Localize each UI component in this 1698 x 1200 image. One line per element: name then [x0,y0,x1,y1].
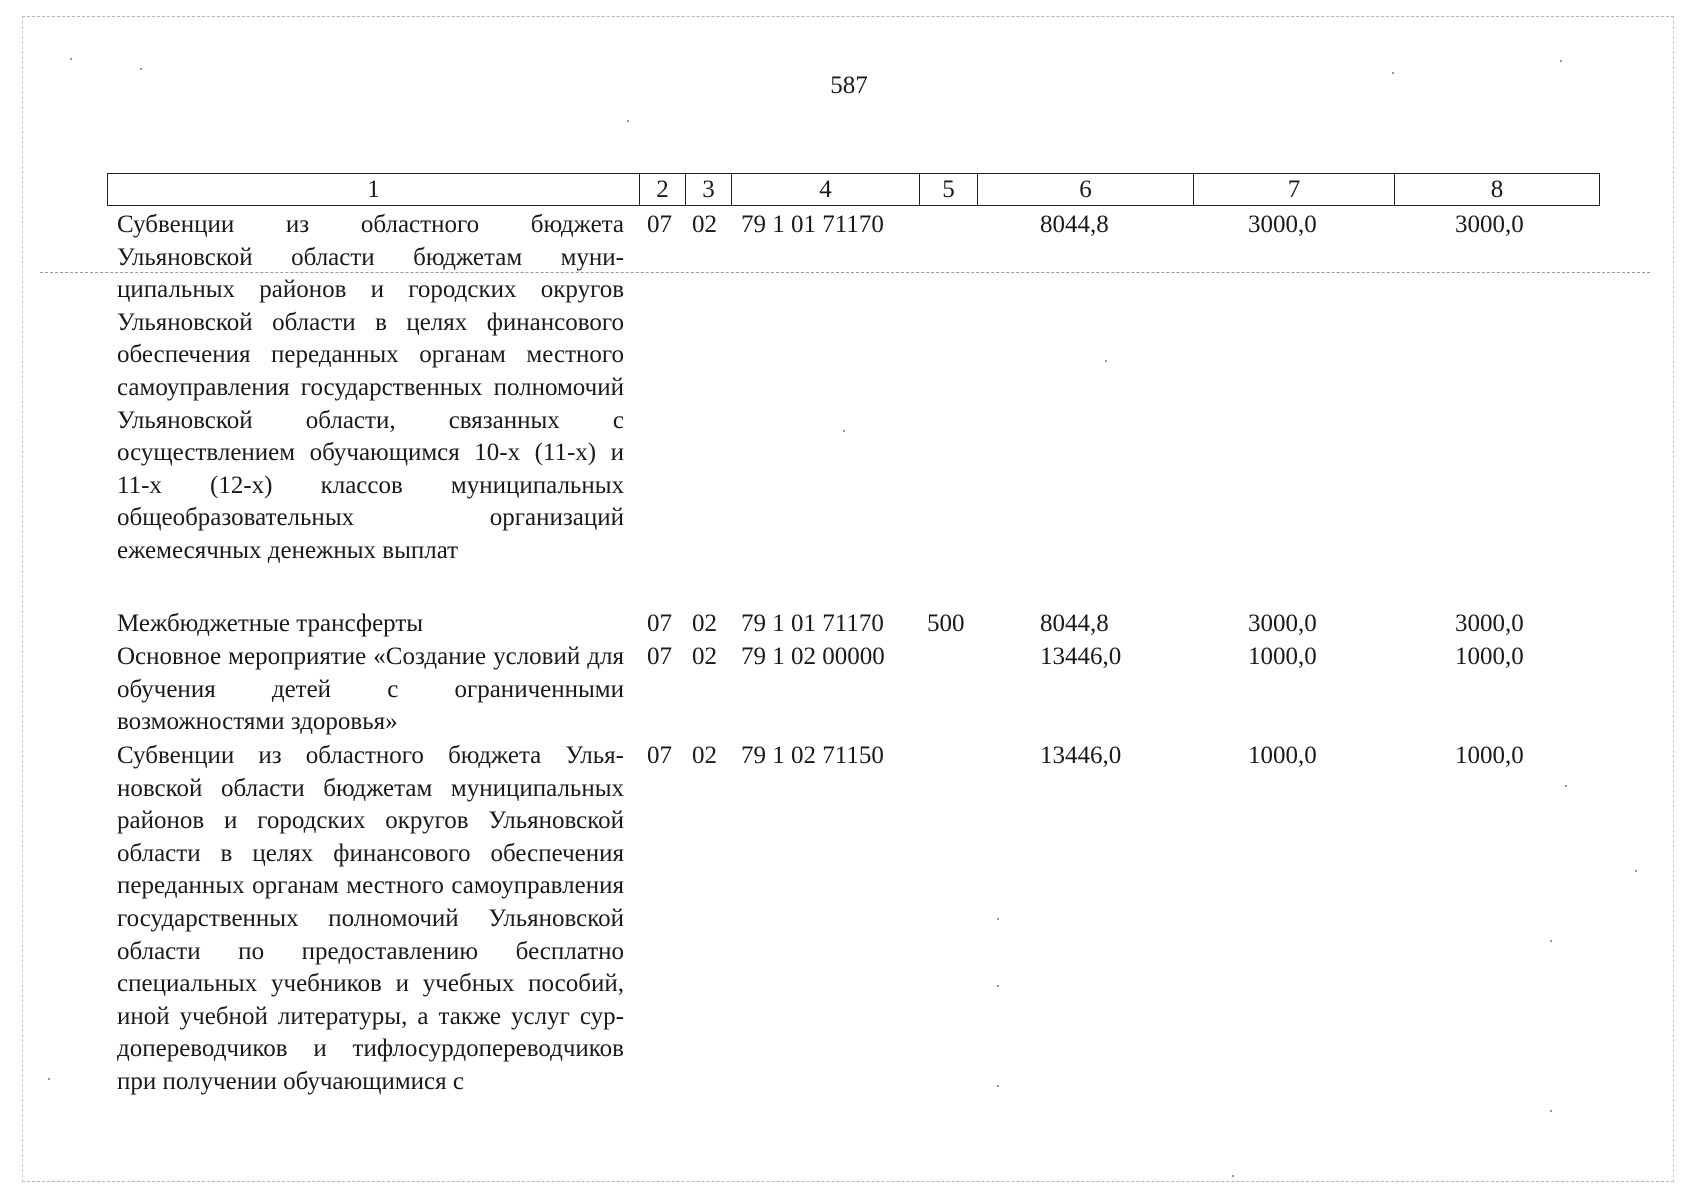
row-3-col-8: 1000,0 [1455,643,1524,670]
row-1-col-6: 8044,8 [1040,211,1109,238]
scan-speck [997,1085,999,1087]
scan-speck [997,985,999,987]
scan-speck [627,120,629,122]
header-col-5: 5 [920,174,978,206]
row-4-col-4: 79 1 02 71150 [741,742,884,769]
scan-speck [140,68,142,70]
row-2-col-7: 3000,0 [1248,610,1317,637]
scan-speck [1560,60,1562,62]
row-2-col-2: 07 [647,610,672,637]
row-2-col-8: 3000,0 [1455,610,1524,637]
header-col-1: 1 [108,174,640,206]
header-col-8: 8 [1395,174,1600,206]
scan-speck [1392,72,1394,74]
row-4-col-3: 02 [692,742,717,769]
scan-speck [1635,870,1637,872]
row-1-col-8: 3000,0 [1455,211,1524,238]
scan-speck [997,918,999,920]
row-2-col-6: 8044,8 [1040,610,1109,637]
row-4-description: Субвенции из областного бюджета Ульяновской области бюджетам муниципальных районов и городских округов Ульяновской области в целях финансового обеспечения переданных органам местного самоуправления государственных полномочий Ульяновской области по предоставлению бесплатно специальных учебников и учебных пособий, иной учебной литературы, а также услуг сурдопереводчиков и тифлосурдопереводчиков при получении обучающимися с [117,742,624,1095]
row-4-col-7: 1000,0 [1248,742,1317,769]
scan-speck [70,58,72,60]
scan-speck [1550,1110,1552,1112]
row-3-col-6: 13446,0 [1040,643,1122,670]
row-1-col-4: 79 1 01 71170 [741,211,884,238]
row-3-col-3: 02 [692,643,717,670]
row-4-col-6: 13446,0 [1040,742,1122,769]
header-col-2: 2 [640,174,686,206]
header-col-7: 7 [1194,174,1395,206]
row-2-col-3: 02 [692,610,717,637]
header-row [108,174,1600,206]
row-4-col-8: 1000,0 [1455,742,1524,769]
row-1-description: Субвенции из областного бюджета Ульяновской области бюджетам муниципальных районов и городских округов Ульяновской области в целях финансового обеспечения переданных органам местного самоуправления государственных полномочий Ульяновской области, связанных с осуществлением обучающимся 10-х (11-х) и 11-х (12-х) классов муниципальных общеобразовательных организаций ежемесячных денежных выплат [117,211,624,564]
scan-speck [1550,940,1552,942]
row-4-col-2: 07 [647,742,672,769]
scan-speck [48,1078,50,1080]
header-col-4: 4 [732,174,920,206]
header-col-3: 3 [686,174,732,206]
scan-speck [1565,785,1567,787]
scan-speck [1232,1175,1234,1177]
row-2-col-4: 79 1 01 71170 [741,610,884,637]
row-3-description: Основное мероприятие «Создание условий для обучения детей с ограниченными возможностями здоровья» [117,643,624,736]
page-number: 587 [830,72,868,99]
row-1-col-2: 07 [647,211,672,238]
scan-speck [1105,360,1107,362]
row-3-col-2: 07 [647,643,672,670]
header-col-6: 6 [978,174,1194,206]
column-header-table [107,173,1600,206]
row-3-col-7: 1000,0 [1248,643,1317,670]
row-2-col-5: 500 [927,610,965,637]
row-2-description: Межбюджетные трансферты [117,610,424,637]
row-1-col-7: 3000,0 [1248,211,1317,238]
scan-speck [843,430,845,432]
row-3-col-4: 79 1 02 00000 [741,643,885,670]
row-1-col-3: 02 [692,211,717,238]
